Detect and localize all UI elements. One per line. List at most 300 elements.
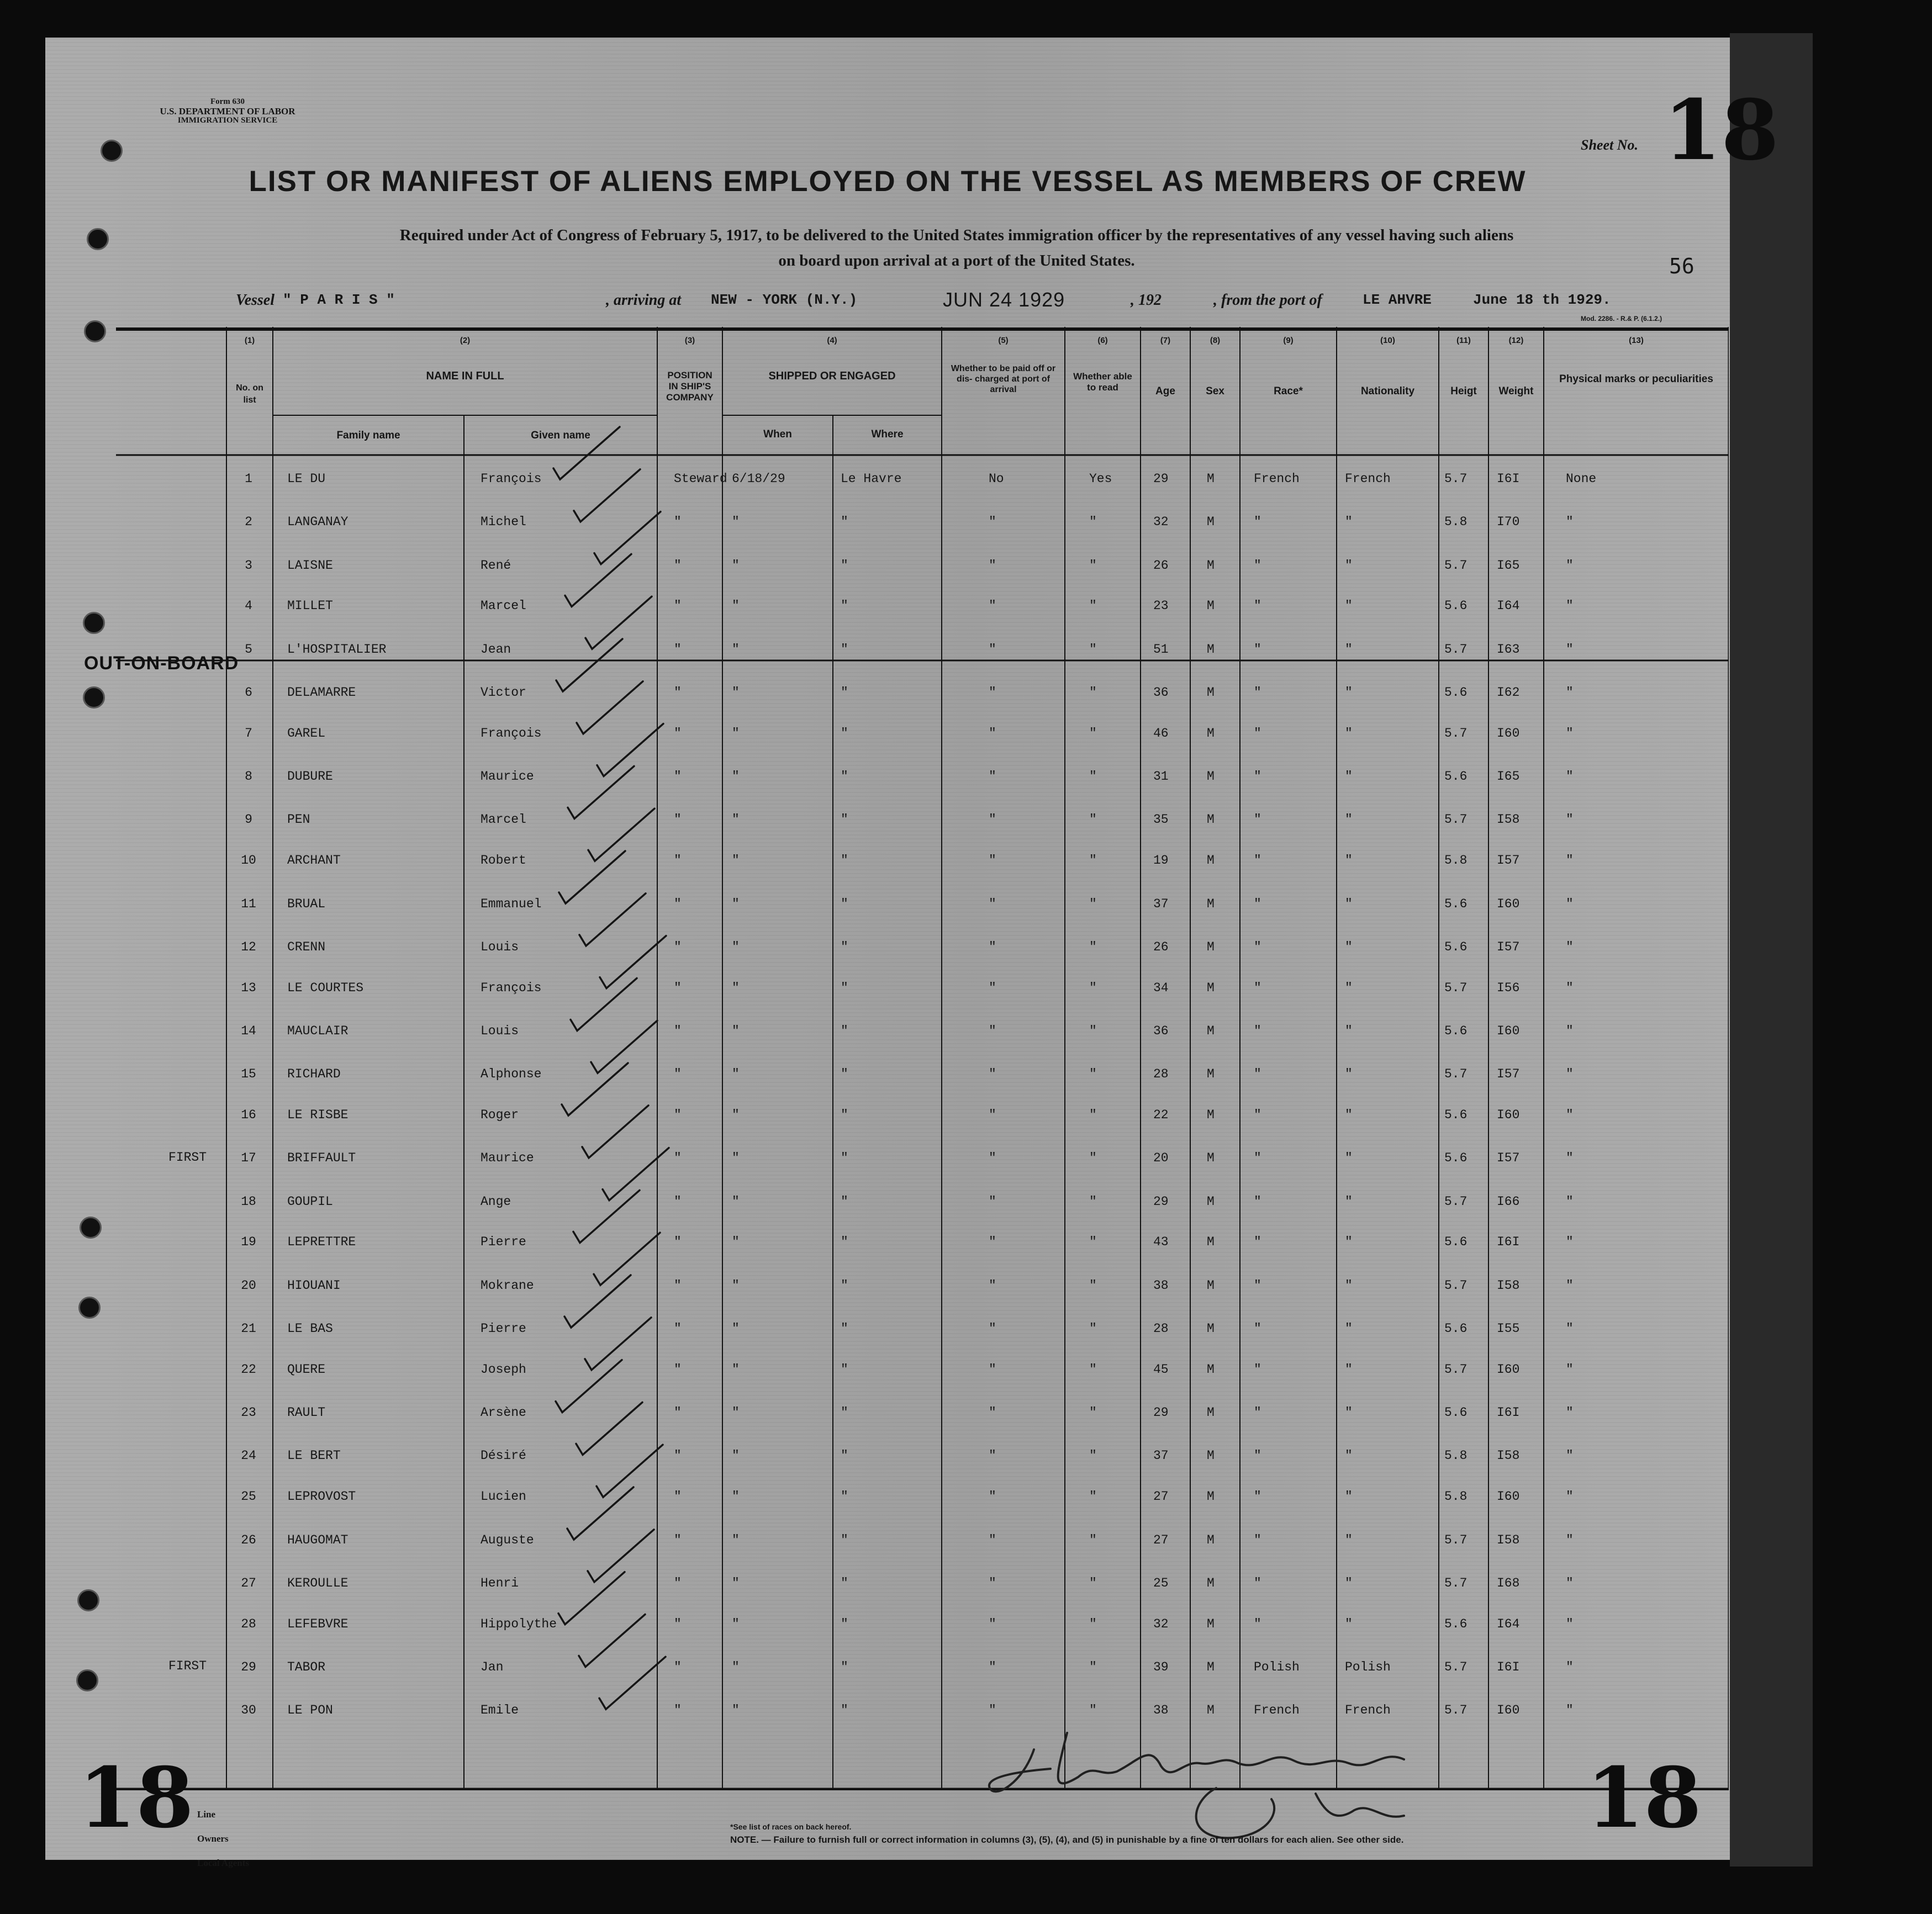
cell-height: 5.6 — [1444, 769, 1468, 784]
cell-engaged-where: " — [841, 853, 848, 868]
cell-row-number: 25 — [241, 1489, 256, 1504]
cell-weight: I58 — [1497, 1278, 1520, 1293]
cell-age: 25 — [1153, 1575, 1169, 1590]
sheet-label: Sheet No. — [1581, 137, 1638, 153]
cell-race: Polish — [1254, 1659, 1300, 1674]
cell-paid-off: " — [989, 1023, 996, 1038]
cell-race: " — [1254, 1532, 1261, 1547]
cell-able-to-read: " — [1089, 726, 1097, 741]
cell-weight: I60 — [1497, 1703, 1520, 1718]
cell-physical-marks: " — [1566, 853, 1574, 868]
header-no-on-list: No. on list — [236, 383, 263, 405]
cell-height: 5.7 — [1444, 1194, 1468, 1209]
cell-height: 5.6 — [1444, 1616, 1468, 1631]
cell-height: 5.7 — [1444, 1659, 1468, 1674]
header-physical-marks: Physical marks or peculiarities — [1559, 373, 1713, 385]
subtitle-line-2: on board upon arrival at a port of the United States. — [778, 252, 1135, 269]
cell-engaged-where: " — [841, 980, 848, 995]
cell-weight: I6I — [1497, 472, 1520, 486]
cell-given-name: Auguste — [481, 1532, 534, 1547]
cell-physical-marks: " — [1566, 939, 1574, 954]
cell-able-to-read: " — [1089, 1235, 1097, 1250]
cell-engaged-when: " — [732, 1194, 740, 1209]
cell-race: " — [1254, 812, 1261, 827]
cell-position: " — [674, 812, 682, 827]
cell-paid-off: " — [989, 642, 996, 657]
cell-able-to-read: " — [1089, 1532, 1097, 1547]
cell-nationality: " — [1345, 642, 1353, 657]
cell-engaged-when: " — [732, 1023, 740, 1038]
cell-engaged-when: " — [732, 1532, 740, 1547]
cell-weight: I6I — [1497, 1235, 1520, 1250]
cell-family-name: RICHARD — [287, 1067, 341, 1082]
column-number: (7) — [1160, 336, 1171, 345]
cell-paid-off: " — [989, 1108, 996, 1122]
cell-engaged-when: " — [732, 1659, 740, 1674]
cell-engaged-when: " — [732, 1616, 740, 1631]
cell-height: 5.7 — [1444, 812, 1468, 827]
cell-height: 5.8 — [1444, 515, 1468, 530]
cell-family-name: LAISNE — [287, 558, 333, 573]
column-number: (4) — [827, 336, 837, 345]
cell-physical-marks: " — [1566, 1067, 1574, 1082]
cell-race: " — [1254, 769, 1261, 784]
cell-engaged-where: " — [841, 1108, 848, 1122]
cell-paid-off: " — [989, 896, 996, 911]
cell-weight: I57 — [1497, 1067, 1520, 1082]
cell-engaged-where: " — [841, 812, 848, 827]
cell-given-name: Jean — [481, 642, 511, 657]
cell-paid-off: " — [989, 1235, 996, 1250]
out-on-board-stamp: OUT-ON-BOARD — [84, 653, 239, 674]
cell-given-name: Joseph — [481, 1362, 526, 1377]
cell-able-to-read: " — [1089, 685, 1097, 700]
cell-nationality: " — [1345, 1235, 1353, 1250]
cell-nationality: French — [1345, 1703, 1391, 1718]
cell-row-number: 16 — [241, 1108, 256, 1122]
cell-engaged-where: " — [841, 1575, 848, 1590]
cell-race: " — [1254, 980, 1261, 995]
cell-race: " — [1254, 558, 1261, 573]
cell-physical-marks: " — [1566, 726, 1574, 741]
punch-hole — [87, 228, 109, 250]
header-paid-off: Whether to be paid off or dis- charged at port of arrival — [951, 364, 1056, 394]
cell-weight: I70 — [1497, 515, 1520, 530]
header-sex: Sex — [1206, 385, 1224, 397]
manifest-page — [45, 38, 1779, 1868]
cell-paid-off: " — [989, 939, 996, 954]
cell-age: 32 — [1153, 1616, 1169, 1631]
cell-engaged-where: " — [841, 1278, 848, 1293]
cell-position: " — [674, 1448, 682, 1463]
header-when: When — [763, 429, 792, 440]
cell-row-number: 12 — [241, 939, 256, 954]
cell-race: " — [1254, 1362, 1261, 1377]
cell-row-number: 29 — [241, 1659, 256, 1674]
cell-able-to-read: " — [1089, 1575, 1097, 1590]
cell-height: 5.7 — [1444, 642, 1468, 657]
cell-sex: M — [1207, 685, 1215, 700]
cell-given-name: René — [481, 558, 511, 573]
margin-note: FIRST — [168, 1659, 207, 1674]
cell-row-number: 17 — [241, 1151, 256, 1166]
cell-engaged-when: " — [732, 1362, 740, 1377]
cell-nationality: " — [1345, 1321, 1353, 1336]
header-given-name: Given name — [531, 430, 590, 441]
cell-engaged-when: " — [732, 1575, 740, 1590]
cell-race: " — [1254, 685, 1261, 700]
form-number-block — [150, 97, 305, 125]
cell-age: 31 — [1153, 769, 1169, 784]
cell-weight: I64 — [1497, 1616, 1520, 1631]
cell-row-number: 19 — [241, 1235, 256, 1250]
cell-position: " — [674, 980, 682, 995]
manifest-title: LIST OR MANIFEST OF ALIENS EMPLOYED ON THE VESSEL AS MEMBERS OF CREW — [249, 165, 1527, 198]
cell-position: " — [674, 558, 682, 573]
cell-sex: M — [1207, 769, 1215, 784]
cell-paid-off: " — [989, 769, 996, 784]
punch-hole — [78, 1297, 101, 1319]
cell-paid-off: " — [989, 599, 996, 614]
cell-physical-marks: " — [1566, 1616, 1574, 1631]
cell-family-name: MILLET — [287, 599, 333, 614]
cell-given-name: François — [481, 472, 542, 486]
cell-age: 37 — [1153, 896, 1169, 911]
line-label: Line — [197, 1809, 216, 1820]
cell-sex: M — [1207, 896, 1215, 911]
manifest-table — [84, 327, 1729, 1790]
cell-able-to-read: " — [1089, 1151, 1097, 1166]
cell-race: " — [1254, 1067, 1261, 1082]
cell-engaged-when: " — [732, 515, 740, 530]
cell-engaged-where: " — [841, 726, 848, 741]
cell-family-name: LEFEBVRE — [287, 1616, 349, 1631]
column-number: (3) — [684, 336, 695, 345]
cell-height: 5.6 — [1444, 685, 1468, 700]
cell-engaged-when: " — [732, 1405, 740, 1420]
cell-position: " — [674, 1023, 682, 1038]
cell-engaged-when: " — [732, 939, 740, 954]
cell-nationality: " — [1345, 812, 1353, 827]
cell-race: " — [1254, 1405, 1261, 1420]
cell-family-name: BRUAL — [287, 896, 326, 911]
header-age: Age — [1155, 385, 1175, 397]
cell-nationality: " — [1345, 1151, 1353, 1166]
cell-height: 5.6 — [1444, 896, 1468, 911]
cell-height: 5.7 — [1444, 472, 1468, 486]
cell-able-to-read: " — [1089, 642, 1097, 657]
cell-age: 29 — [1153, 1194, 1169, 1209]
cell-position: " — [674, 1194, 682, 1209]
cell-race: " — [1254, 642, 1261, 657]
cell-row-number: 1 — [245, 472, 252, 486]
cell-row-number: 3 — [245, 558, 252, 573]
cell-given-name: Mokrane — [481, 1278, 534, 1293]
cell-given-name: François — [481, 980, 542, 995]
cell-race: " — [1254, 599, 1261, 614]
sheet-number: 18 — [1664, 82, 1779, 179]
cell-engaged-when: " — [732, 1448, 740, 1463]
departure-port: LE AHVRE — [1363, 292, 1432, 308]
cell-engaged-when: " — [732, 1321, 740, 1336]
cell-nationality: Polish — [1345, 1659, 1391, 1674]
cell-able-to-read: " — [1089, 558, 1097, 573]
cell-engaged-when: " — [732, 685, 740, 700]
cell-race: " — [1254, 1194, 1261, 1209]
cell-physical-marks: " — [1566, 1405, 1574, 1420]
cell-height: 5.7 — [1444, 726, 1468, 741]
cell-sex: M — [1207, 812, 1215, 827]
cell-engaged-when: " — [732, 1489, 740, 1504]
form-mod-reference: Mod. 2286. - R.& P. (6.1.2.) — [1581, 315, 1662, 322]
cell-able-to-read: " — [1089, 769, 1097, 784]
cell-row-number: 22 — [241, 1362, 256, 1377]
cell-able-to-read: " — [1089, 939, 1097, 954]
cell-family-name: LE BERT — [287, 1448, 341, 1463]
cell-paid-off: " — [989, 1194, 996, 1209]
cell-race: " — [1254, 896, 1261, 911]
cell-nationality: " — [1345, 769, 1353, 784]
cell-family-name: LE RISBE — [287, 1108, 349, 1122]
cell-sex: M — [1207, 1532, 1215, 1547]
cell-engaged-when: " — [732, 1067, 740, 1082]
cell-given-name: Désiré — [481, 1448, 526, 1463]
header-position: POSITION IN SHIP'S COMPANY — [666, 370, 714, 403]
table-rules — [116, 327, 1729, 1790]
cell-paid-off: " — [989, 515, 996, 530]
from-port-label: , from the port of — [1213, 292, 1322, 309]
cell-weight: I58 — [1497, 812, 1520, 827]
cell-engaged-when: " — [732, 1151, 740, 1166]
cell-position: " — [674, 642, 682, 657]
cell-able-to-read: " — [1089, 1405, 1097, 1420]
cell-sex: M — [1207, 1489, 1215, 1504]
footnote — [730, 1820, 1403, 1847]
owners-label: Owners — [197, 1833, 229, 1844]
cell-nationality: " — [1345, 599, 1353, 614]
cell-weight: I6I — [1497, 1659, 1520, 1674]
cell-row-number: 18 — [241, 1194, 256, 1209]
form-number: Form 630 — [210, 97, 245, 106]
cell-row-number: 23 — [241, 1405, 256, 1420]
cell-given-name: Lucien — [481, 1489, 526, 1504]
cell-family-name: PEN — [287, 812, 310, 827]
cell-sex: M — [1207, 1108, 1215, 1122]
column-number: (13) — [1629, 336, 1644, 345]
cell-age: 26 — [1153, 558, 1169, 573]
cell-given-name: Pierre — [481, 1321, 526, 1336]
cell-paid-off: " — [989, 1321, 996, 1336]
cell-row-number: 28 — [241, 1616, 256, 1631]
column-number: (1) — [244, 336, 255, 345]
punch-hole — [83, 686, 105, 709]
cell-sex: M — [1207, 726, 1215, 741]
cell-height: 5.7 — [1444, 558, 1468, 573]
cell-sex: M — [1207, 642, 1215, 657]
cell-age: 34 — [1153, 980, 1169, 995]
cell-position: " — [674, 1362, 682, 1377]
cell-family-name: DELAMARRE — [287, 685, 356, 700]
cell-position: " — [674, 1235, 682, 1250]
cell-paid-off: " — [989, 1703, 996, 1718]
cell-engaged-where: " — [841, 1194, 848, 1209]
cell-race: " — [1254, 1489, 1261, 1504]
cell-given-name: Henri — [481, 1575, 519, 1590]
cell-given-name: Maurice — [481, 769, 534, 784]
cell-paid-off: " — [989, 1278, 996, 1293]
cell-engaged-where: " — [841, 1489, 848, 1504]
cell-physical-marks: " — [1566, 1108, 1574, 1122]
cell-race: " — [1254, 515, 1261, 530]
service-name: IMMIGRATION SERVICE — [177, 116, 278, 125]
header-where: Where — [871, 429, 904, 440]
cell-family-name: QUERE — [287, 1362, 326, 1377]
cell-engaged-when: " — [732, 558, 740, 573]
cell-weight: I60 — [1497, 1362, 1520, 1377]
cell-sex: M — [1207, 1067, 1215, 1082]
cell-row-number: 4 — [245, 599, 252, 614]
cell-able-to-read: " — [1089, 1023, 1097, 1038]
column-number: (2) — [460, 336, 471, 345]
cell-sex: M — [1207, 558, 1215, 573]
cell-weight: I6I — [1497, 1405, 1520, 1420]
cell-engaged-where: " — [841, 599, 848, 614]
cell-physical-marks: " — [1566, 1278, 1574, 1293]
handwritten-page-number: 56 — [1669, 254, 1695, 278]
cell-position: " — [674, 1616, 682, 1631]
cell-engaged-where: " — [841, 558, 848, 573]
punch-hole — [101, 140, 123, 162]
cell-height: 5.8 — [1444, 1448, 1468, 1463]
cell-paid-off: " — [989, 980, 996, 995]
cell-engaged-where: " — [841, 939, 848, 954]
header-nationality: Nationality — [1360, 385, 1415, 397]
cell-position: " — [674, 1321, 682, 1336]
cell-race: " — [1254, 1108, 1261, 1122]
cell-given-name: Marcel — [481, 599, 526, 614]
cell-paid-off: " — [989, 812, 996, 827]
cell-given-name: Hippolythe — [481, 1616, 557, 1631]
cell-position: " — [674, 1067, 682, 1082]
cell-given-name: Victor — [481, 685, 526, 700]
penalty-note: NOTE. — Failure to furnish full or correct information in columns (3), (5), (4), and (5) in punishable by a fine of ten dollars for each alien. See other side. — [730, 1834, 1404, 1845]
cell-row-number: 9 — [245, 812, 252, 827]
cell-nationality: " — [1345, 1405, 1353, 1420]
cell-family-name: L'HOSPITALIER — [287, 642, 387, 657]
cell-row-number: 5 — [245, 642, 252, 657]
cell-nationality: " — [1345, 1108, 1353, 1122]
cell-physical-marks: " — [1566, 1532, 1574, 1547]
cell-position: " — [674, 1703, 682, 1718]
cell-sex: M — [1207, 1321, 1215, 1336]
cell-height: 5.6 — [1444, 1235, 1468, 1250]
vessel-line — [236, 288, 1705, 314]
cell-sex: M — [1207, 1703, 1215, 1718]
cell-weight: I57 — [1497, 939, 1520, 954]
cell-nationality: " — [1345, 1194, 1353, 1209]
cell-height: 5.6 — [1444, 1108, 1468, 1122]
cell-family-name: GAREL — [287, 726, 326, 741]
cell-physical-marks: " — [1566, 769, 1574, 784]
local-agents-label: Local Agents — [197, 1858, 249, 1868]
cell-given-name: Pierre — [481, 1235, 526, 1250]
cell-engaged-when: " — [732, 1278, 740, 1293]
cell-given-name: Louis — [481, 939, 519, 954]
cell-row-number: 20 — [241, 1278, 256, 1293]
cell-engaged-where: " — [841, 1616, 848, 1631]
cell-physical-marks: " — [1566, 1362, 1574, 1377]
cell-paid-off: " — [989, 1616, 996, 1631]
cell-engaged-where: " — [841, 1321, 848, 1336]
cell-race: " — [1254, 1321, 1261, 1336]
cell-race: French — [1254, 1703, 1300, 1718]
cell-row-number: 15 — [241, 1067, 256, 1082]
manifest-subtitle — [211, 223, 1702, 273]
cell-family-name: DUBURE — [287, 769, 333, 784]
sheet-number-bottom-right: 18 — [1586, 1749, 1702, 1847]
cell-paid-off: " — [989, 1659, 996, 1674]
cell-row-number: 8 — [245, 769, 252, 784]
cell-given-name: Jan — [481, 1659, 504, 1674]
cell-given-name: François — [481, 726, 542, 741]
header-family-name: Family name — [336, 430, 400, 441]
cell-nationality: " — [1345, 1278, 1353, 1293]
cell-height: 5.6 — [1444, 1151, 1468, 1166]
cell-age: 38 — [1153, 1278, 1169, 1293]
cell-weight: I60 — [1497, 896, 1520, 911]
cell-row-number: 7 — [245, 726, 252, 741]
arriving-port: NEW - YORK (N.Y.) — [711, 292, 858, 308]
cell-sex: M — [1207, 1151, 1215, 1166]
cell-race: " — [1254, 1448, 1261, 1463]
cell-paid-off: " — [989, 685, 996, 700]
cell-race: " — [1254, 1575, 1261, 1590]
cell-weight: I64 — [1497, 599, 1520, 614]
cell-nationality: " — [1345, 980, 1353, 995]
cell-family-name: LE DU — [287, 472, 326, 486]
cell-engaged-where: " — [841, 642, 848, 657]
cell-position: " — [674, 1405, 682, 1420]
cell-age: 27 — [1153, 1489, 1169, 1504]
column-number: (8) — [1210, 336, 1221, 345]
cell-engaged-where: " — [841, 1405, 848, 1420]
cell-engaged-when: " — [732, 853, 740, 868]
cell-age: 38 — [1153, 1703, 1169, 1718]
cell-family-name: HIOUANI — [287, 1278, 341, 1293]
cell-able-to-read: " — [1089, 1489, 1097, 1504]
cell-family-name: LANGANAY — [287, 515, 349, 530]
cell-position: " — [674, 1489, 682, 1504]
cell-race: French — [1254, 472, 1300, 486]
cell-row-number: 21 — [241, 1321, 256, 1336]
header-weight: Weight — [1498, 385, 1534, 397]
cell-position: " — [674, 853, 682, 868]
cell-row-number: 27 — [241, 1575, 256, 1590]
cell-height: 5.6 — [1444, 939, 1468, 954]
cell-age: 51 — [1153, 642, 1169, 657]
cell-sex: M — [1207, 1023, 1215, 1038]
header-race: Race* — [1274, 385, 1303, 397]
column-number: (10) — [1380, 336, 1395, 345]
column-number: (9) — [1283, 336, 1294, 345]
cell-family-name: RAULT — [287, 1405, 326, 1420]
cell-paid-off: " — [989, 1067, 996, 1082]
cell-nationality: " — [1345, 1532, 1353, 1547]
arrival-date-stamp: JUN 24 1929 — [943, 288, 1065, 311]
cell-row-number: 14 — [241, 1023, 256, 1038]
vessel-name: " P A R I S " — [283, 292, 395, 308]
cell-physical-marks: " — [1566, 1235, 1574, 1250]
